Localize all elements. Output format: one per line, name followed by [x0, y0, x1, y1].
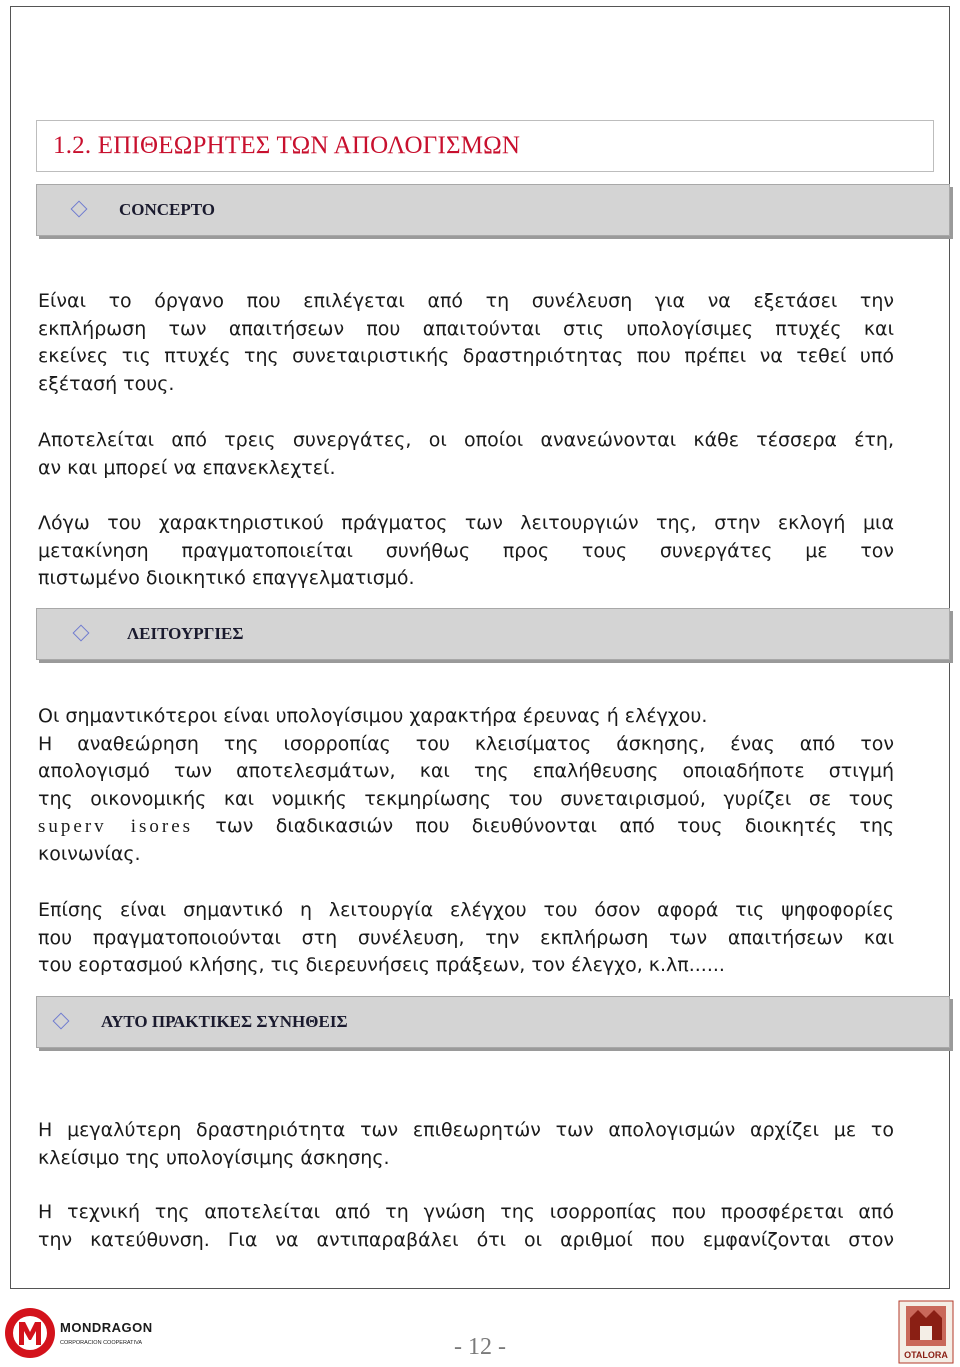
- text-line: απολογισμό των αποτελεσμάτων, και της επαλήθευσης οποιαδήποτε στιγμή: [38, 760, 894, 782]
- otalora-logo: [898, 1300, 954, 1364]
- paragraph-5: [38, 897, 894, 980]
- mondragon-logo: [4, 1305, 154, 1361]
- text-line: εκπλήρωση των απαιτήσεων που απαιτούνται στις υπολογίσιμες πτυχές και: [38, 317, 894, 340]
- paragraph-7: [38, 1199, 894, 1254]
- paragraph-4: [38, 703, 894, 868]
- supervisores-term: superv isores: [38, 816, 194, 837]
- otalora-logo-door: [920, 1326, 932, 1340]
- text-line: αν και μπορεί να επανεκλεχτεί.: [38, 456, 336, 479]
- mondragon-logo-text: MONDRAGON: [60, 1320, 153, 1335]
- text-line: εξέτασή τους.: [38, 372, 175, 395]
- practices-section-bar: [36, 996, 950, 1048]
- text-line: [38, 813, 894, 841]
- diamond-icon: [73, 625, 90, 642]
- text-line: κλείσιμο της υπολογίσιμης άσκησης.: [38, 1146, 390, 1169]
- section-heading: 1.2. ΕΠΙΘΕΩΡΗΤΕΣ ΤΩΝ ΑΠΟΛΟΓΙΣΜΩΝ: [36, 120, 934, 172]
- text-line: μετακίνηση πραγματοποιείται συνήθως προς τους συνεργάτες με τον: [38, 539, 894, 562]
- text-span: των διαδικασιών που διευθύνονται από τους διοικητές της: [215, 815, 895, 837]
- text-line: πιστωμένο διοικητικό επαγγελματισμό.: [38, 567, 415, 589]
- paragraph-6: [38, 1117, 894, 1172]
- concept-section-bar: [36, 184, 950, 236]
- text-line: Η αναθεώρηση της ισορροπίας του κλεισίματος άσκησης, ένας από τον: [38, 732, 894, 755]
- functions-label: ΛΕΙΤΟΥΡΓΙΕΣ: [127, 624, 244, 643]
- text-line: Είναι το όργανο που επιλέγεται από τη συνέλευση για να εξετάσει την: [38, 290, 894, 312]
- text-line: εκείνες τις πτυχές της συνεταιριστικής δραστηριότητας που πρέπει να τεθεί υπό: [38, 345, 894, 367]
- concept-label: CONCEPTO: [119, 200, 216, 219]
- text-line: της οικονομικής και νομικής τεκμηρίωσης του συνεταιρισμού, γυρίζει σε τους: [38, 787, 894, 810]
- otalora-logo-text: OTALORA: [904, 1350, 948, 1360]
- text-line: Αποτελείται από τρεις συνεργάτες, οι οποίοι ανανεώνονται κάθε τέσσερα έτη,: [38, 429, 894, 451]
- functions-section-bar: [36, 608, 950, 660]
- text-line: Οι σημαντικότεροι είναι υπολογίσιμου χαρακτήρα έρευνας ή ελέγχου.: [38, 705, 708, 727]
- text-line: Επίσης είναι σημαντικό η λειτουργία ελέγχου του όσον αφορά τις ψηφοφορίες: [38, 899, 894, 921]
- text-line: του εορτασμού κλήσης, τις διερευνήσεις πράξεων, τον έλεγχο, κ.λπ......: [38, 954, 725, 976]
- paragraph-1: [38, 288, 894, 398]
- practices-label: ΑΥΤΟ ΠΡΑΚΤΙΚΕΣ ΣΥΝΗΘΕΙΣ: [101, 1012, 348, 1031]
- text-line: Λόγω του χαρακτηριστικού πράγματος των λειτουργιών της, στην εκλογή μια: [38, 512, 894, 534]
- diamond-icon: [71, 201, 88, 218]
- text-line: κοινωνίας.: [38, 842, 141, 865]
- text-line: Η τεχνική της αποτελείται από τη γνώση της ισορροπίας που προσφέρεται από: [38, 1201, 894, 1223]
- text-line: Η μεγαλύτερη δραστηριότητα των επιθεωρητών των απολογισμών αρχίζει με το: [38, 1119, 894, 1141]
- paragraph-2: [38, 427, 894, 482]
- mondragon-logo-subtext: CORPORACION COOPERATIVA: [60, 1340, 143, 1346]
- text-line: την κατεύθυνση. Για να αντιπαραβάλει ότι οι αριθμοί που εμφανίζονται στον: [38, 1228, 894, 1251]
- paragraph-3: [38, 510, 894, 593]
- diamond-icon: [53, 1013, 70, 1030]
- page-number: - 12 -: [454, 1334, 506, 1360]
- text-line: που πραγματοποιούνται στη συνέλευση, την εκπλήρωση των απαιτήσεων και: [38, 926, 894, 949]
